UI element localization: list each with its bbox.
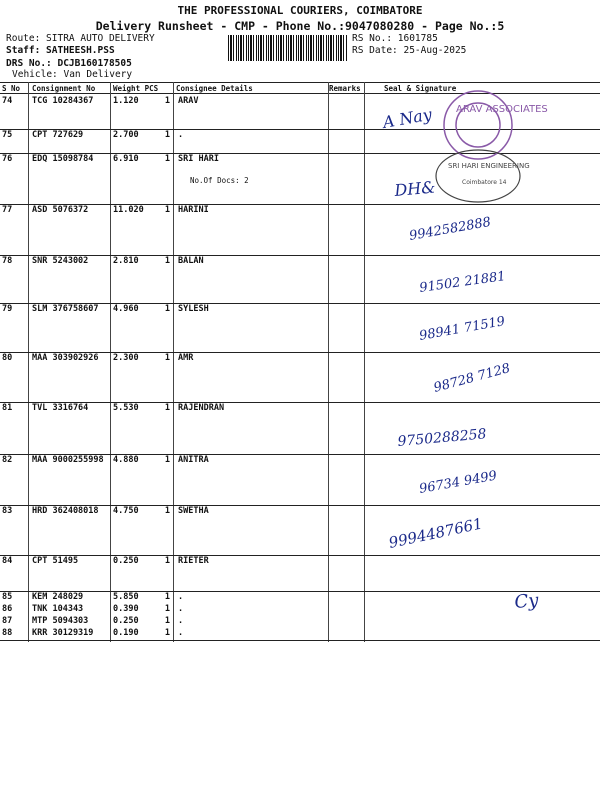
row-pcs: 1: [164, 592, 170, 602]
barcode: [228, 35, 348, 61]
row-consignment: CPT 727629: [32, 130, 84, 140]
row-consignee: ARAV: [178, 96, 199, 106]
row-rule: [0, 204, 600, 205]
row-consignee: AMR: [178, 353, 194, 363]
row-pcs: 1: [164, 616, 170, 626]
row-rule: [0, 129, 600, 130]
signature-82: 96734 9499: [418, 468, 499, 497]
signature-74: A Nay: [381, 104, 434, 132]
row-consignment: TVL 3316764: [32, 403, 89, 413]
row-consignment: CPT 51495: [32, 556, 79, 566]
route-label: Route: SITRA AUTO DELIVERY: [6, 33, 155, 44]
row-consignee: .: [178, 592, 184, 602]
row-pcs: 1: [164, 96, 170, 106]
row-pcs: 1: [164, 154, 170, 164]
row-sno: 76: [2, 154, 13, 164]
row-consignee: .: [178, 628, 184, 638]
row-weight: 1.120: [113, 96, 139, 106]
row-weight: 2.700: [113, 130, 139, 140]
runsheet-title: Delivery Runsheet - CMP - Phone No.:9047080280 - Page No.:5: [95, 19, 505, 33]
row-weight: 5.850: [113, 592, 139, 602]
col-divider: [173, 82, 174, 642]
row-rule: [0, 555, 600, 556]
row-consignment: MTP 5094303: [32, 616, 89, 626]
row-pcs: 1: [164, 506, 170, 516]
row-sno: 86: [2, 604, 13, 614]
row-sno: 88: [2, 628, 13, 638]
row-consignee: RAJENDRAN: [178, 403, 225, 413]
row-consignment: SLM 376758607: [32, 304, 99, 314]
row-weight: 4.750: [113, 506, 139, 516]
row-sno: 81: [2, 403, 13, 413]
row-consignee: SYLESH: [178, 304, 209, 314]
row-pcs: 1: [164, 205, 170, 215]
row-pcs: 1: [164, 604, 170, 614]
row-consignment: HRD 362408018: [32, 506, 99, 516]
row-weight: 0.250: [113, 556, 139, 566]
row-consignee: HARINI: [178, 205, 209, 215]
signature-80: 98728 7128: [432, 361, 512, 396]
vehicle-label: Vehicle: Van Delivery: [12, 69, 133, 80]
col-header-seal: Seal & Signature: [384, 84, 457, 93]
row-sno: 77: [2, 205, 13, 215]
row-pcs: 1: [164, 130, 170, 140]
row-rule: [0, 640, 600, 641]
row-sno: 75: [2, 130, 13, 140]
col-header-consignee: Consignee Details: [176, 84, 253, 93]
signature-78: 91502 21881: [418, 269, 507, 296]
row-sno: 80: [2, 353, 13, 363]
row-consignee: .: [178, 616, 184, 626]
table-top-rule: [0, 82, 600, 83]
row-consignee: RIETER: [178, 556, 209, 566]
stamp-inner-text: SRI HARI ENGINEERING: [448, 162, 530, 170]
row-sno: 83: [2, 506, 13, 516]
signature-83: 9994487661: [387, 514, 485, 552]
company-stamp: [444, 91, 548, 159]
row-weight: 2.810: [113, 256, 139, 266]
row-consignee: BALAN: [178, 256, 204, 266]
row-pcs: 1: [164, 403, 170, 413]
rs-date: RS Date: 25-Aug-2025: [352, 45, 467, 56]
drs-label: DRS No.: DCJB160178505: [6, 58, 132, 69]
row-sno: 82: [2, 455, 13, 465]
signature-85: Cy: [513, 589, 540, 613]
col-divider: [110, 82, 111, 642]
row-consignee: SWETHA: [178, 506, 209, 516]
row-weight: 0.250: [113, 616, 139, 626]
row-consignment: TCG 10284367: [32, 96, 94, 106]
row-consignee: ANITRA: [178, 455, 209, 465]
row-rule: [0, 255, 600, 256]
row-sno: 85: [2, 592, 13, 602]
row-sno: 74: [2, 96, 13, 106]
row-pcs: 1: [164, 455, 170, 465]
row-weight: 0.390: [113, 604, 139, 614]
col-header-sno: S No: [2, 84, 21, 93]
staff-label: Staff: SATHEESH.PSS: [6, 45, 115, 56]
company-name: THE PROFESSIONAL COURIERS, COIMBATORE: [177, 4, 423, 17]
row-pcs: 1: [164, 353, 170, 363]
row-weight: 5.530: [113, 403, 139, 413]
table-header-rule: [0, 93, 600, 94]
row-weight: 0.190: [113, 628, 139, 638]
row-consignment: EDQ 15098784: [32, 154, 94, 164]
stamp-text: ARAV ASSOCIATES: [456, 104, 548, 115]
stamp-city-text: Coimbatore 14: [462, 179, 507, 186]
row-consignment: KEM 248029: [32, 592, 84, 602]
row-rule: [0, 402, 600, 403]
col-divider: [328, 82, 329, 642]
row-consignment: TNK 104343: [32, 604, 84, 614]
row-consignment: MAA 303902926: [32, 353, 99, 363]
row-consignment: SNR 5243002: [32, 256, 89, 266]
row-weight: 6.910: [113, 154, 139, 164]
signature-76: DH&: [393, 177, 437, 200]
row-pcs: 1: [164, 256, 170, 266]
row-weight: 4.960: [113, 304, 139, 314]
signature-79: 98941 71519: [418, 314, 507, 344]
col-header-consignment: Consignment No: [32, 84, 96, 93]
col-header-remarks: Remarks: [329, 84, 361, 93]
row-weight: 2.300: [113, 353, 139, 363]
row-weight: 4.880: [113, 455, 139, 465]
col-divider: [364, 82, 365, 642]
row-consignment: ASD 5076372: [32, 205, 89, 215]
row-sno: 78: [2, 256, 13, 266]
row-sno: 87: [2, 616, 13, 626]
row-pcs: 1: [164, 556, 170, 566]
signature-77: 9942582888: [408, 214, 493, 244]
rs-number: RS No.: 1601785: [352, 33, 438, 44]
row-weight: 11.020: [113, 205, 144, 215]
row-consignment: MAA 9000255998: [32, 455, 104, 465]
row-sno: 84: [2, 556, 13, 566]
row-pcs: 1: [164, 628, 170, 638]
row-sno: 79: [2, 304, 13, 314]
row-note: No.Of Docs: 2: [190, 176, 249, 185]
row-consignee: .: [178, 130, 184, 140]
row-consignee: .: [178, 604, 184, 614]
row-consignee: SRI HARI: [178, 154, 219, 164]
col-divider: [28, 82, 29, 642]
row-rule: [0, 591, 600, 592]
signature-81: 9750288258: [396, 426, 488, 450]
col-header-weight-pcs: Weight PCS: [113, 84, 159, 93]
row-consignment: KRR 30129319: [32, 628, 94, 638]
engineering-stamp: [436, 150, 530, 202]
row-pcs: 1: [164, 304, 170, 314]
